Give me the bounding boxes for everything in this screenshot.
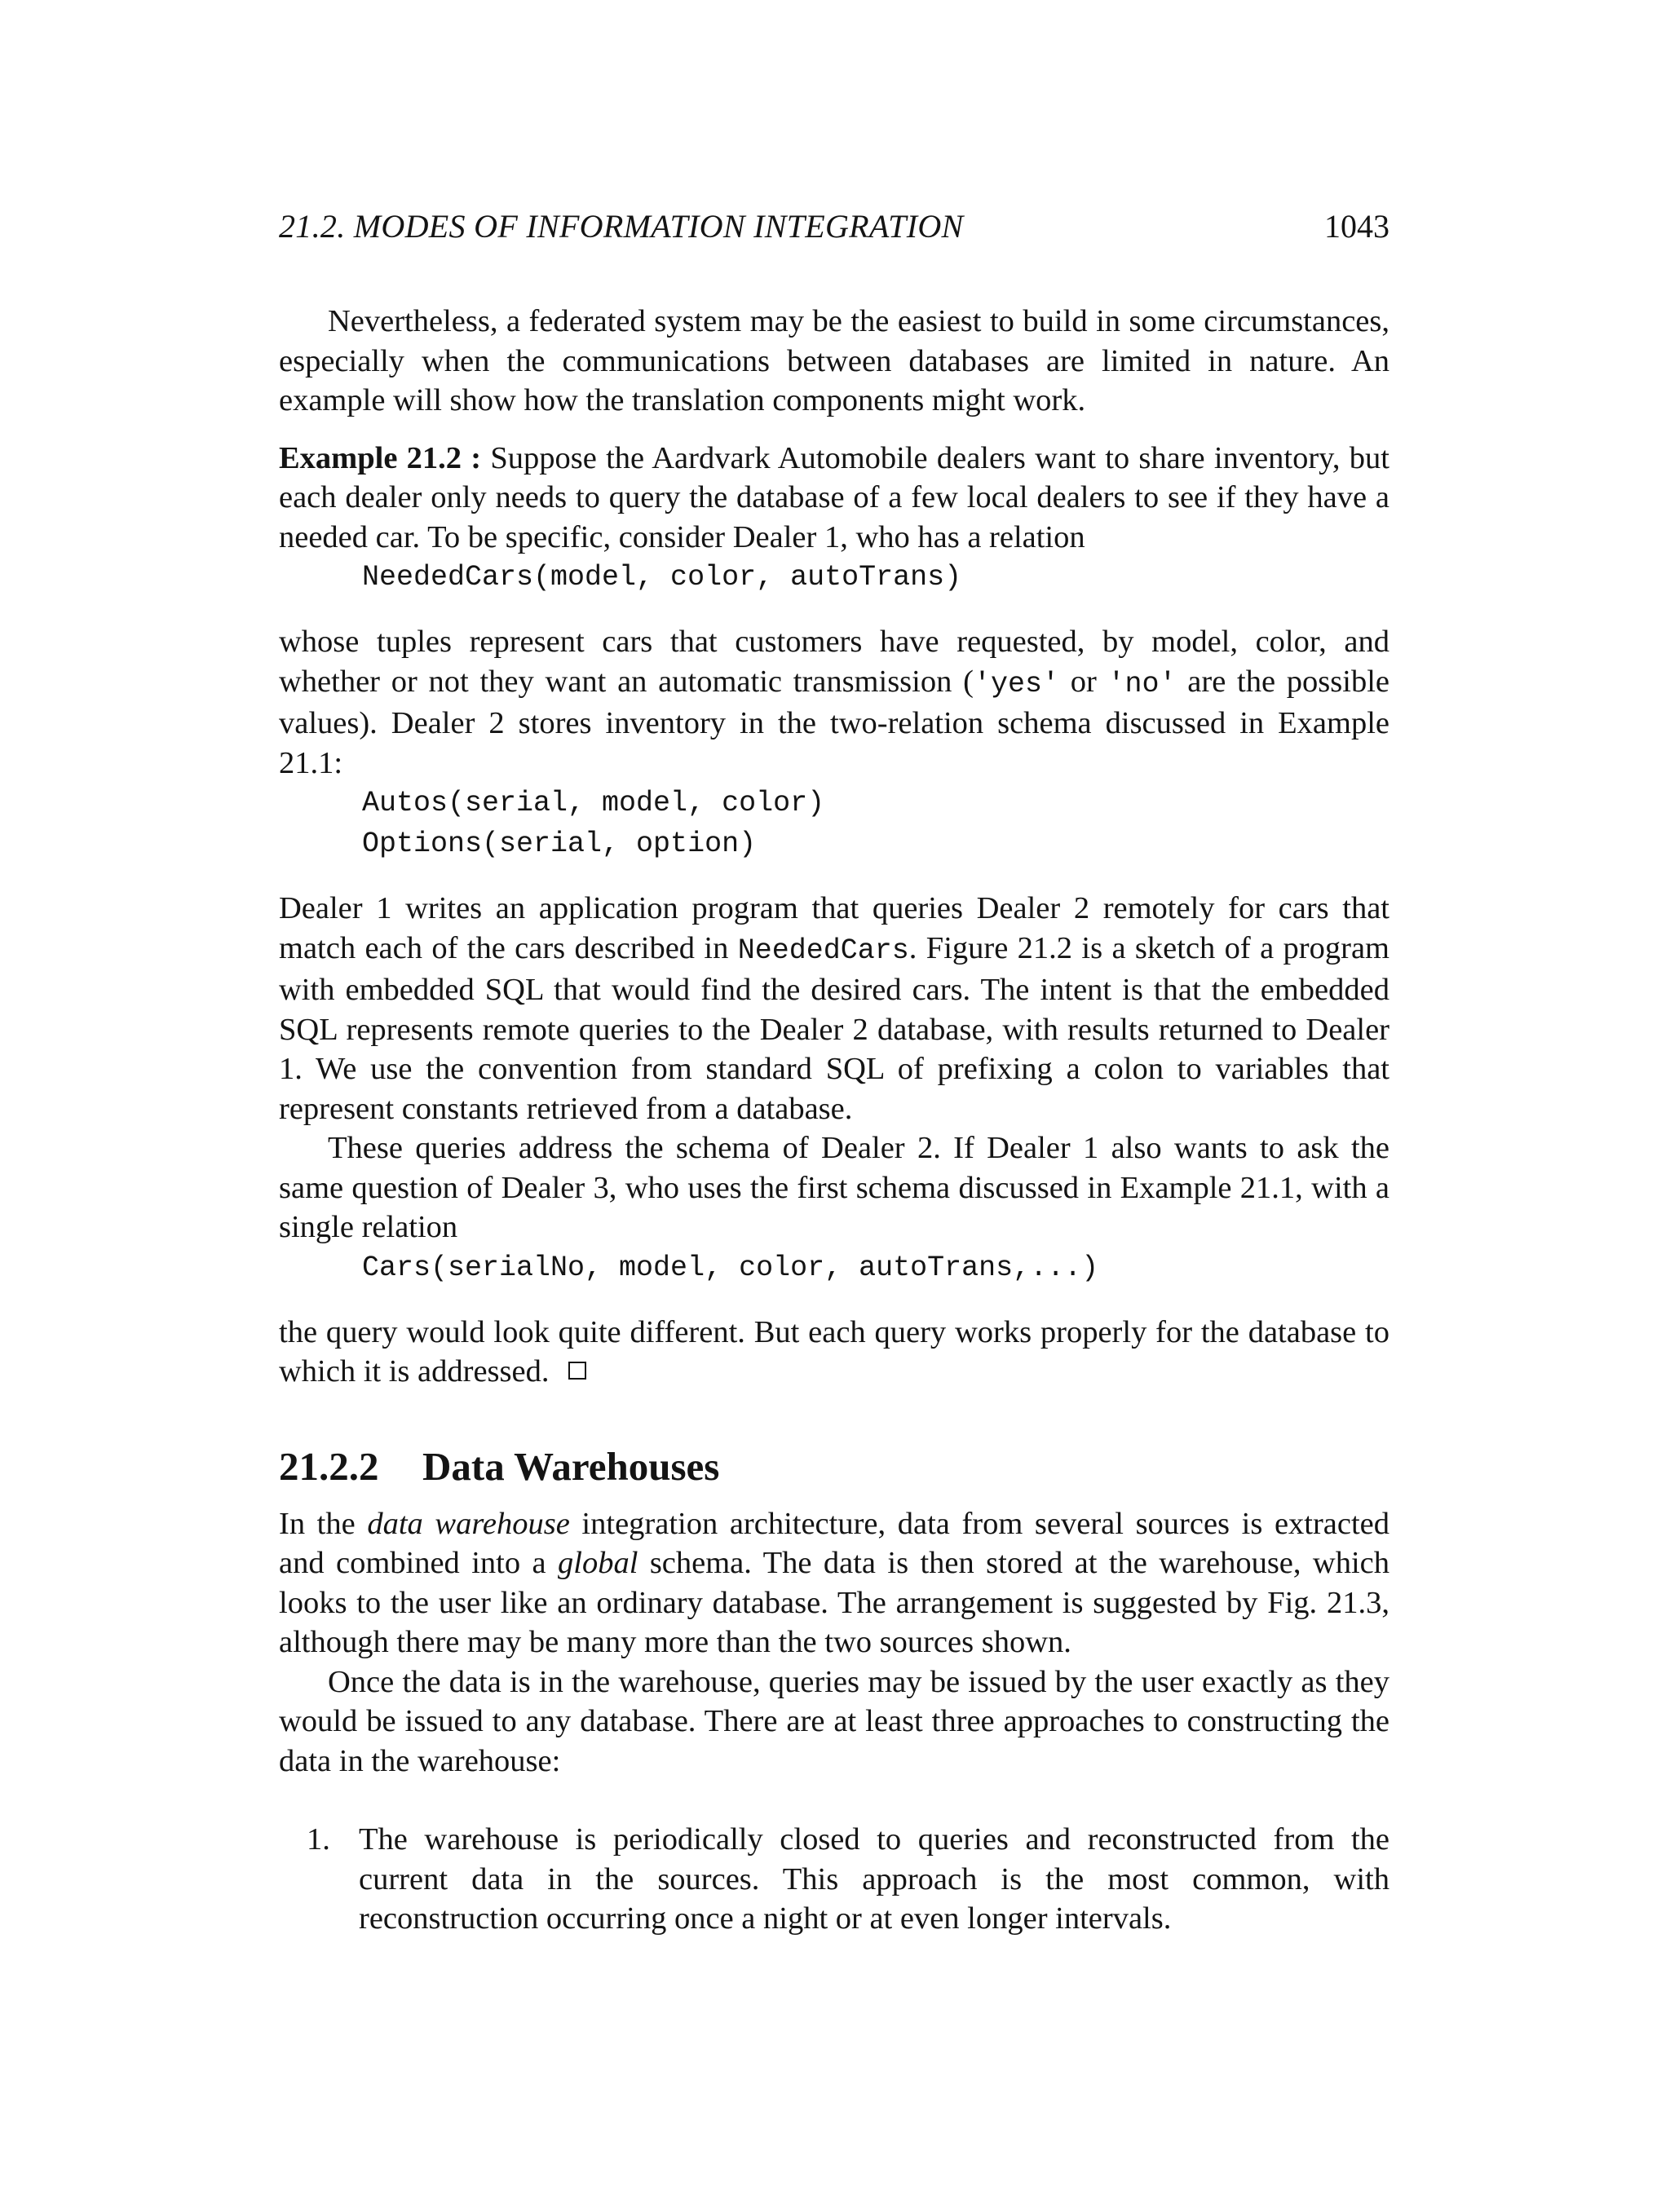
example-label: Example 21.2 :: [279, 440, 482, 475]
section-paragraph-1: [279, 1504, 1389, 1662]
example-conclusion-paragraph: [279, 1313, 1389, 1392]
section-paragraph-2: Once the data is in the warehouse, queries may be issued by the user exactly as they would be issued to any database. There are at least three approaches to constructing the data in the warehouse:: [279, 1664, 1389, 1778]
no-literal: 'no': [1107, 667, 1177, 700]
needed-cars-code: NeededCars: [737, 934, 909, 967]
body-text: [279, 302, 1389, 1939]
example-text: Suppose the Aardvark Automobile dealers want to share inventory, but each dealer only needs to query the database of a few local dealers to see if they have a needed car. To be specific, consider Dealer 1, who has a relation: [279, 440, 1389, 554]
example-dealer3-paragraph: These queries address the schema of Dealer 2. If Dealer 1 also wants to ask the same question of Dealer 3, who uses the first schema discussed in Example 21.1, with a single relation: [279, 1131, 1389, 1244]
yes-literal: 'yes': [973, 667, 1059, 700]
text-span: In the: [279, 1506, 368, 1541]
intro-paragraph: Nevertheless, a federated system may be the easiest to build in some circumstances, especially when the communications between databases are limited in nature. An example will show how the translation components might work.: [279, 304, 1389, 417]
text-span: integration architecture, data from several sources is extracted and combined into a: [279, 1506, 1390, 1580]
text-span: whose tuples represent cars that customers have requested, by model, color, and whether or not they want an automatic transmission (: [279, 625, 1389, 699]
text-span: Dealer 1 writes an application program that queries Dealer 2 remotely for cars that match each of the cars described in: [279, 891, 1389, 965]
term-data-warehouse: data warehouse: [367, 1506, 570, 1541]
text-span: schema. The data is then stored at the warehouse, which looks to the user like an ordinary database. The arrangement is suggested by Fig. 21.3, although there may be many more than the two sources shown.: [279, 1546, 1390, 1659]
example-paragraph: [279, 439, 1389, 558]
example-program-paragraph: [279, 889, 1389, 1128]
approaches-list: [279, 1820, 1389, 1939]
text-span: are the possible values). Dealer 2 stores inventory in the two-relation schema discussed in Example 21.1:: [279, 664, 1389, 780]
end-of-example-box-icon: [568, 1362, 586, 1380]
term-global: global: [558, 1546, 638, 1580]
text-span: . Figure 21.2 is a sketch of a program with embedded SQL that would find the desired cars. The intent is that the embedded SQL represents remote queries to the Dealer 2 database, with results returned to Dealer 1. We use the convention from standard SQL of prefixing a colon to variables that represent constants retrieved from a database.: [279, 930, 1389, 1126]
code-cars: Cars(serialNo, model, color, autoTrans,...): [362, 1251, 1099, 1284]
list-item-number: 1.: [307, 1822, 330, 1857]
text-span: the query would look quite different. But each query works properly for the database to which it is addressed.: [279, 1314, 1389, 1389]
section-number: 21.2.2: [279, 1443, 379, 1489]
code-autos-options: Autos(serial, model, color) Options(serial, option): [362, 787, 825, 860]
section-title: Data Warehouses: [422, 1443, 720, 1489]
running-head-title: 21.2. MODES OF INFORMATION INTEGRATION: [279, 208, 964, 245]
list-item: [279, 1820, 1389, 1939]
list-item-text: The warehouse is periodically closed to queries and reconstructed from the current data in the sources. This approach is the most common, with reconstruction occurring once a night or at even longer intervals.: [359, 1822, 1389, 1936]
text-span: or: [1058, 664, 1108, 699]
code-needed-cars: NeededCars(model, color, autoTrans): [362, 561, 962, 594]
page-number: 1043: [1324, 208, 1389, 245]
section-heading: [279, 1442, 1389, 1491]
example-tuples-paragraph: [279, 622, 1389, 783]
